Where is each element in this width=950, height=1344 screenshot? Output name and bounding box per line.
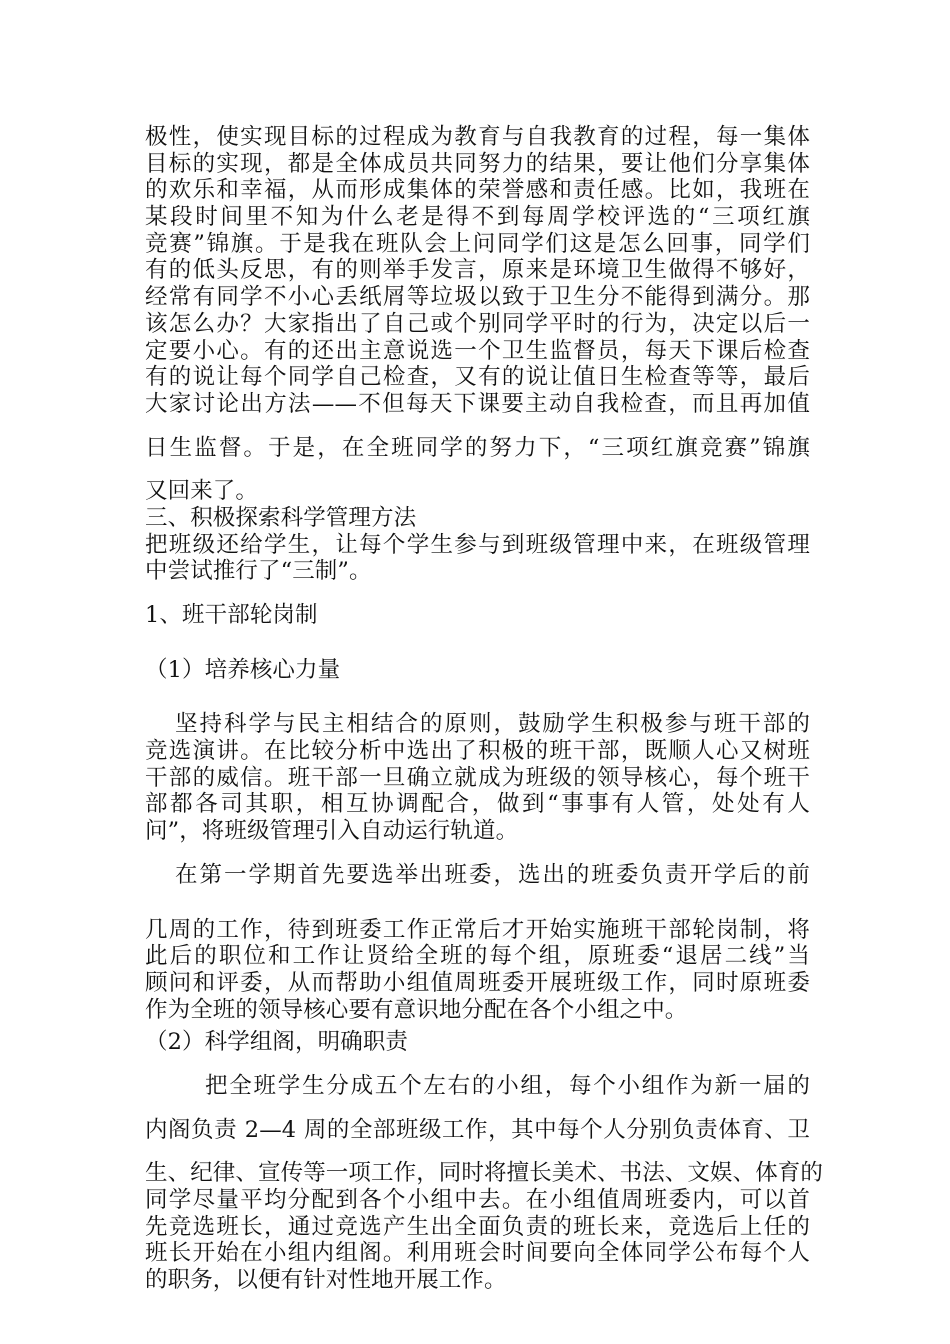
text-line: 有的说让每个同学自己检查，又有的说让值日生检查等等，最后 <box>145 364 810 391</box>
text-line: 有的低头反思，有的则举手发言，原来是环境卫生做得不够好， <box>145 257 810 284</box>
text-line: 此后的职位和工作让贤给全班的每个组，原班委“退居二线”当 <box>145 943 810 970</box>
text-line: 日生监督。于是，在全班同学的努力下，“三项红旗竞赛”锦旗 <box>145 434 810 461</box>
paragraph-return-class-to-students <box>145 532 810 585</box>
text-line: 干部的威信。班干部一旦确立就成为班级的领导核心，每个班干 <box>145 764 810 791</box>
text-line: 先竞选班长，通过竞选产生出全面负责的班长来，竞选后上任的 <box>145 1213 810 1240</box>
subsection-heading-1: 1、班干部轮岗制 <box>145 602 318 628</box>
text-line: 顾问和评委，从而帮助小组值周班委开展班级工作，同时原班委 <box>145 969 810 996</box>
text-line: 问”，将班级管理引入自动运行轨道。 <box>145 818 519 845</box>
section-heading-3: 三、积极探索科学管理方法 <box>145 504 417 531</box>
subsection-heading-1-2: （2）科学组阁，明确职责 <box>145 1029 409 1056</box>
text-line: 把班级还给学生，让每个学生参与到班级管理中来，在班级管理 <box>145 531 810 558</box>
text-line: 又回来了。 <box>145 478 259 505</box>
text-line: 目标的实现，都是全体成员共同努力的结果，要让他们分享集体 <box>145 150 810 177</box>
paragraph-group-cabinet <box>145 1072 824 1294</box>
text-line: 部都各司其职，相互协调配合，做到“事事有人管，处处有人 <box>145 791 810 818</box>
paragraph-rotation-system <box>145 862 810 1023</box>
paragraph-collective-goals <box>145 124 810 505</box>
text-line: 竞赛”锦旗。于是我在班队会上问同学们这是怎么回事，同学们 <box>145 230 810 257</box>
text-line: 中尝试推行了“三制”。 <box>145 558 372 585</box>
text-line: 定要小心。有的还出主意说选一个卫生监督员，每天下课后检查 <box>145 337 810 364</box>
text-line: 该怎么办？大家指出了自己或个别同学平时的行为，决定以后一 <box>145 310 810 337</box>
paragraph-core-strength <box>145 711 810 844</box>
text-line: 把全班学生分成五个左右的小组，每个小组作为新一届的 <box>205 1072 810 1099</box>
text-line: 班长开始在小组内组阁。利用班会时间要向全体同学公布每个人 <box>145 1240 810 1267</box>
text-line: 经常有同学不小心丢纸屑等垃圾以致于卫生分不能得到满分。那 <box>145 284 810 311</box>
text-line: 极性，使实现目标的过程成为教育与自我教育的过程，每一集体 <box>145 124 810 150</box>
text-line: 的职务，以便有针对性地开展工作。 <box>145 1267 507 1294</box>
subsection-heading-1-1: （1）培养核心力量 <box>145 656 341 683</box>
text-line: 内阁负责 2—4 周的全部班级工作，其中每个人分别负责体育、卫 <box>145 1116 810 1143</box>
text-line: 竞选演讲。在比较分析中选出了积极的班干部，既顺人心又树班 <box>145 738 810 765</box>
text-line: 大家讨论出方法——不但每天下课要主动自我检查，而且再加值 <box>145 390 810 417</box>
text-line: 的欢乐和幸福，从而形成集体的荣誉感和责任感。比如，我班在 <box>145 177 810 204</box>
document-body <box>145 124 824 1294</box>
text-line: 坚持科学与民主相结合的原则，鼓励学生积极参与班干部的 <box>175 711 810 738</box>
text-line: 同学尽量平均分配到各个小组中去。在小组值周班委内，可以首 <box>145 1187 810 1213</box>
text-line: 几周的工作，待到班委工作正常后才开始实施班干部轮岗制，将 <box>145 916 810 943</box>
text-line: 作为全班的领导核心要有意识地分配在各个小组之中。 <box>145 996 688 1023</box>
text-line: 生、纪律、宣传等一项工作，同时将擅长美术、书法、文娱、体育的 <box>145 1160 824 1187</box>
text-line: 在第一学期首先要选举出班委，选出的班委负责开学后的前 <box>175 861 810 888</box>
text-line: 某段时间里不知为什么老是得不到每周学校评选的“三项红旗 <box>145 204 810 231</box>
